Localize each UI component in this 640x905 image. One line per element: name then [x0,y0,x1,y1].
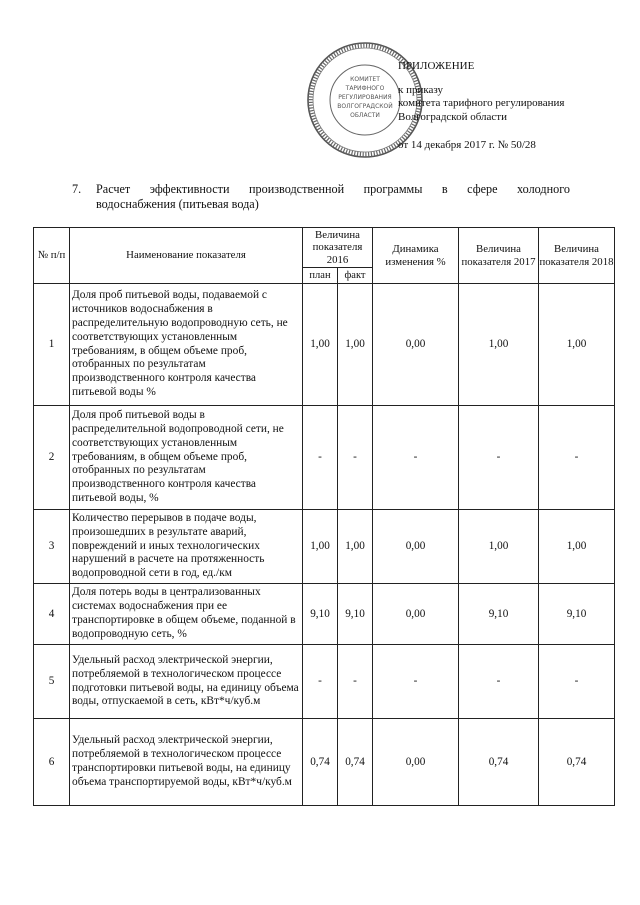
row-fact: 0,74 [338,719,373,806]
header-fact: факт [338,268,373,284]
row-2018: - [539,645,615,719]
table-row [34,719,615,806]
header-value-2017: Величина показателя 2017 [459,228,539,284]
header-dynamics: Динамика изменения % [373,228,459,284]
row-plan: 1,00 [303,510,338,584]
row-num: 5 [34,645,70,719]
section-number: 7. [72,182,82,196]
row-dynamics: - [373,406,459,510]
svg-text:РЕГУЛИРОВАНИЯ: РЕГУЛИРОВАНИЯ [338,94,392,101]
row-name: Количество перерывов в подаче воды, произошедших в результате аварий, повреждений и иных технологических нарушений в расчете на протяженность водопроводной сети в год, ед./км [70,510,303,584]
svg-text:ВОЛГОГРАДСКОЙ: ВОЛГОГРАДСКОЙ [337,103,393,110]
row-dynamics: 0,00 [373,284,459,406]
row-name: Доля проб питьевой воды, подаваемой с источников водоснабжения в распределительную водопроводную сеть, не соответствующих установленным требованиям, в общем объеме проб, отобранных по результатам производственного контроля качества питьевой воды % [70,284,303,406]
row-num: 6 [34,719,70,806]
table-row [34,645,615,719]
row-name: Удельный расход электрической энергии, потребляемой в технологическом процессе подготовки питьевой воды, на единицу объема воды, отпускаемой в сеть, кВт*ч/куб.м [70,645,303,719]
svg-text:ОБЛАСТИ: ОБЛАСТИ [350,112,380,119]
section-title-line1: Расчет эффективности производственной программы в сфере холодного [96,182,570,196]
appendix-line-committee: комитета тарифного регулирования [398,97,565,109]
row-plan: - [303,406,338,510]
header-value-2016: Величина показателя 2016 [303,228,373,268]
section-title-line2: водоснабжения (питьевая вода) [96,197,259,211]
row-plan: 1,00 [303,284,338,406]
appendix-line-region: Волгоградской области [398,110,507,123]
row-plan: 9,10 [303,584,338,645]
row-num: 4 [34,584,70,645]
row-2018: 1,00 [539,284,615,406]
row-2017: 0,74 [459,719,539,806]
appendix-line-order: к приказу [398,83,444,96]
svg-text:ТАРИФНОГО: ТАРИФНОГО [345,85,385,92]
row-dynamics: 0,00 [373,584,459,645]
header-name: Наименование показателя [70,228,303,284]
table-row [34,284,615,406]
appendix-line-date: от 14 декабря 2017 г. № 50/28 [398,139,536,151]
table-row [34,510,615,584]
row-num: 2 [34,406,70,510]
row-2017: 9,10 [459,584,539,645]
row-dynamics: - [373,645,459,719]
efficiency-table [33,227,615,806]
appendix-title: ПРИЛОЖЕНИЕ [398,60,475,72]
row-name: Доля проб питьевой воды в распределительной водопроводной сети, не соответствующих установленным требованиям, в общем объеме проб, отобранных по результатам производственного контроля качества питьевой воды, % [70,406,303,510]
row-fact: - [338,645,373,719]
svg-text:КОМИТЕТ: КОМИТЕТ [350,76,380,83]
row-2017: - [459,406,539,510]
row-fact: - [338,406,373,510]
row-name: Удельный расход электрической энергии, потребляемой в технологическом процессе транспортировки питьевой воды, на единицу объема транспортируемой воды, кВт*ч/куб.м [70,719,303,806]
table-row [34,406,615,510]
row-2017: - [459,645,539,719]
row-fact: 9,10 [338,584,373,645]
header-plan: план [303,268,338,284]
header-num: № п/п [34,228,70,284]
table-row [34,584,615,645]
row-2017: 1,00 [459,510,539,584]
row-plan: 0,74 [303,719,338,806]
row-num: 3 [34,510,70,584]
row-2018: 1,00 [539,510,615,584]
row-2018: - [539,406,615,510]
row-2018: 0,74 [539,719,615,806]
row-num: 1 [34,284,70,406]
row-dynamics: 0,00 [373,719,459,806]
row-2018: 9,10 [539,584,615,645]
row-dynamics: 0,00 [373,510,459,584]
appendix-block [398,60,564,153]
row-plan: - [303,645,338,719]
header-value-2018: Величина показателя 2018 [539,228,615,284]
row-2017: 1,00 [459,284,539,406]
row-name: Доля потерь воды в централизованных системах водоснабжения при ее транспортировке в общем объеме, поданной в водопроводную сеть, % [70,584,303,645]
row-fact: 1,00 [338,510,373,584]
row-fact: 1,00 [338,284,373,406]
